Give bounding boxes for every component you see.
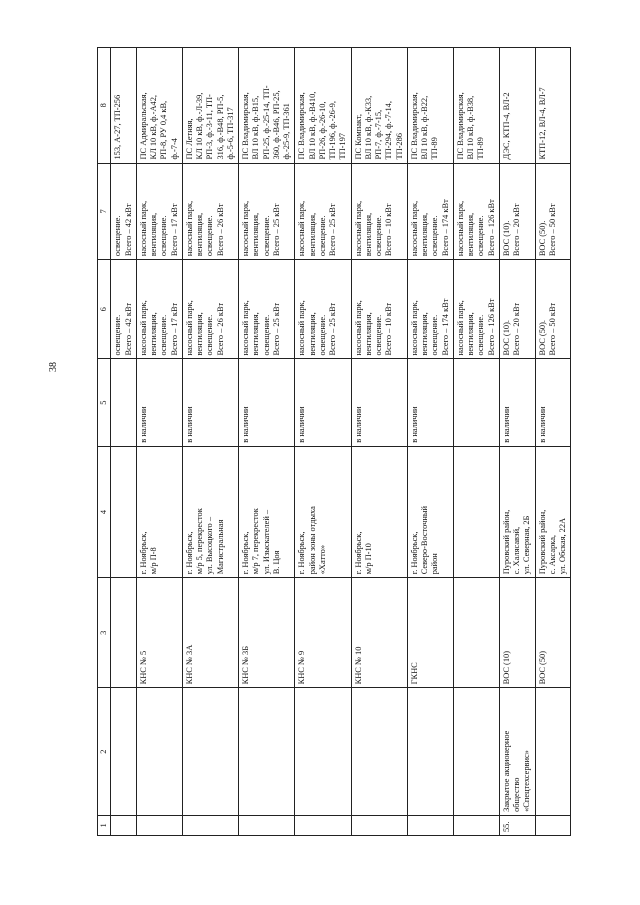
cell-status (453, 359, 499, 446)
cell (111, 446, 137, 578)
cell-supply-source: ПС Владимирская, ВЛ 10 кВ, ф.-В38, ТП-89 (453, 48, 499, 164)
cell-object: ГКНС (407, 578, 453, 688)
power-supply-table (97, 47, 571, 836)
cell-num (239, 815, 295, 835)
table-row (535, 48, 571, 836)
header-col-5: 5 (98, 359, 111, 446)
cell-supply-source: ПС Адмиральская, КЛ 10 кВ, ф.-А42, РП-8, РУ 0,4 кВ, ф.-7-4 (136, 48, 182, 164)
cell-status: в наличии (407, 359, 453, 446)
cell-status: в наличии (136, 359, 182, 446)
cell-consumers: насосный парк, вентиляция, освещение. Всего – 10 кВт (351, 260, 407, 359)
cell-num (295, 815, 351, 835)
cell-supply-source: ПС Летняя, КЛ 10 кВ, ф.-Л-39, РП-3, ф.-3-11, ТП- 316, ф.-В48, РП-5, ф.-5-6, ТП-317 (182, 48, 238, 164)
cell-consumers-2: насосный парк, вентиляция, освещение. Всего – 174 кВт (407, 163, 453, 260)
continuation-row (111, 48, 137, 836)
cell-status: в наличии (295, 359, 351, 446)
header-col-2: 2 (98, 688, 111, 816)
cell-consumers: насосный парк, вентиляция, освещение. Всего – 174 кВт (407, 260, 453, 359)
cell-organization (295, 688, 351, 816)
cell-address: г. Ноябрьск, м/р П-8 (136, 446, 182, 578)
cell-consumers: насосный парк, вентиляция, освещение. Всего – 126 кВт (453, 260, 499, 359)
header-col-8: 8 (98, 48, 111, 164)
cell-consumers: насосный парк, вентиляция, освещение. Всего – 26 кВт (182, 260, 238, 359)
header-col-3: 3 (98, 578, 111, 688)
cell-supply-source: 153, А-27, ТП-256 (111, 48, 137, 164)
cell-num (535, 815, 571, 835)
cell-consumers-2: насосный парк, вентиляция, освещение. Всего – 10 кВт (351, 163, 407, 260)
header-col-7: 7 (98, 163, 111, 260)
rotated-table-container (97, 47, 617, 836)
cell-object: ВОС (50) (535, 578, 571, 688)
cell-status: в наличии (182, 359, 238, 446)
cell-consumers-2: освещение. Всего – 42 кВт (111, 163, 137, 260)
cell-consumers: ВОС (50). Всего – 50 кВт (535, 260, 571, 359)
table-row (182, 48, 238, 836)
cell-object: КНС № 3Б (239, 578, 295, 688)
cell-address: г. Ноябрьск, м/р П-10 (351, 446, 407, 578)
cell-address (453, 446, 499, 578)
cell-object: КНС № 3А (182, 578, 238, 688)
cell (111, 815, 137, 835)
table-row (407, 48, 453, 836)
cell-num (351, 815, 407, 835)
cell-status: в наличии (535, 359, 571, 446)
cell-object: КНС № 10 (351, 578, 407, 688)
cell-status: в наличии (239, 359, 295, 446)
cell-organization (535, 688, 571, 816)
table-row (136, 48, 182, 836)
cell-consumers: освещение. Всего – 42 кВт (111, 260, 137, 359)
cell-consumers: насосный парк, вентиляция, освещение. Всего – 25 кВт (239, 260, 295, 359)
cell-consumers: насосный парк, вентиляция, освещение. Всего – 17 кВт (136, 260, 182, 359)
cell-consumers-2: насосный парк, вентиляция, освещение. Всего – 126 кВт (453, 163, 499, 260)
header-row (98, 48, 111, 836)
cell-organization: Закрытое акционерное общество «Спецтехсервис» (499, 688, 535, 816)
cell-address: г. Ноябрьск, м/р 5, перекресток ул. Высоцкого – Магистральная (182, 446, 238, 578)
cell-address: Пуровский район, с. Аксарка, ул. Обская, 22А (535, 446, 571, 578)
cell-supply-source: ПС Владимирская, ВЛ 10 кВ, ф.-В15, РП-25, ф.-25-14, ТП- 360, ф.-В46, РП-25, ф.-25-9, ТП-361 (239, 48, 295, 164)
cell-address: Пуровский район, с. Халясавэй, ул. Северная, 2Б (499, 446, 535, 578)
cell-consumers-2: насосный парк, вентиляция, освещение. Всего – 25 кВт (239, 163, 295, 260)
cell-object (453, 578, 499, 688)
cell-num (136, 815, 182, 835)
table-row (351, 48, 407, 836)
cell-num (407, 815, 453, 835)
header-col-1: 1 (98, 815, 111, 835)
table-row (453, 48, 499, 836)
header-col-4: 4 (98, 446, 111, 578)
cell-organization (453, 688, 499, 816)
cell-consumers-2: насосный парк, вентиляция, освещение. Всего – 26 кВт (182, 163, 238, 260)
cell-consumers: насосный парк, вентиляция, освещение. Всего – 25 кВт (295, 260, 351, 359)
cell-organization (407, 688, 453, 816)
cell-address: г. Ноябрьск, Северо-Восточный район (407, 446, 453, 578)
cell-organization (182, 688, 238, 816)
cell-status: в наличии (351, 359, 407, 446)
cell-supply-source: ПС Владимирская, ВЛ 10 кВ, ф.-В22, ТП-89 (407, 48, 453, 164)
cell-address: г. Ноябрьск, район зоны отдыха «Хатто» (295, 446, 351, 578)
cell-supply-source: ПС Владимирская, ВЛ 10 кВ, ф.-В410, РП-26, ф.-26-10, ТП-196, ф.-26-9, ТП-197 (295, 48, 351, 164)
cell-supply-source: ПС Компакт, ВЛ 10 кВ, ф.-К33, РП-7, ф.-7-15, ТП-294, ф.-7-14, ТП-286 (351, 48, 407, 164)
cell-consumers: ВОС (10). Всего – 20 кВт (499, 260, 535, 359)
cell (111, 359, 137, 446)
cell-consumers-2: ВОС (10). Всего – 20 кВт (499, 163, 535, 260)
cell-consumers-2: насосный парк, вентиляция, освещение. Всего – 25 кВт (295, 163, 351, 260)
cell-object: КНС № 5 (136, 578, 182, 688)
cell-supply-source: КТП-12, ВЛ-4, ВЛ-7 (535, 48, 571, 164)
cell-organization (136, 688, 182, 816)
header-col-6: 6 (98, 260, 111, 359)
cell-address: г. Ноябрьск, м/р 7, перекресток ул. Изыскателей – В. Цоя (239, 446, 295, 578)
cell (111, 688, 137, 816)
cell-status: в наличии (499, 359, 535, 446)
cell (111, 578, 137, 688)
table-row (239, 48, 295, 836)
cell-consumers-2: насосный парк, вентиляция, освещение. Всего – 17 кВт (136, 163, 182, 260)
cell-object: ВОС (10) (499, 578, 535, 688)
page-number: 38 (48, 362, 59, 372)
cell-num (182, 815, 238, 835)
cell-organization (239, 688, 295, 816)
cell-num: 55. (499, 815, 535, 835)
table-row (295, 48, 351, 836)
cell-consumers-2: ВОС (50). Всего – 50 кВт (535, 163, 571, 260)
table-row (499, 48, 535, 836)
cell-organization (351, 688, 407, 816)
cell-supply-source: ДЭС, КТП-4, ВЛ-2 (499, 48, 535, 164)
cell-num (453, 815, 499, 835)
cell-object: КНС № 9 (295, 578, 351, 688)
